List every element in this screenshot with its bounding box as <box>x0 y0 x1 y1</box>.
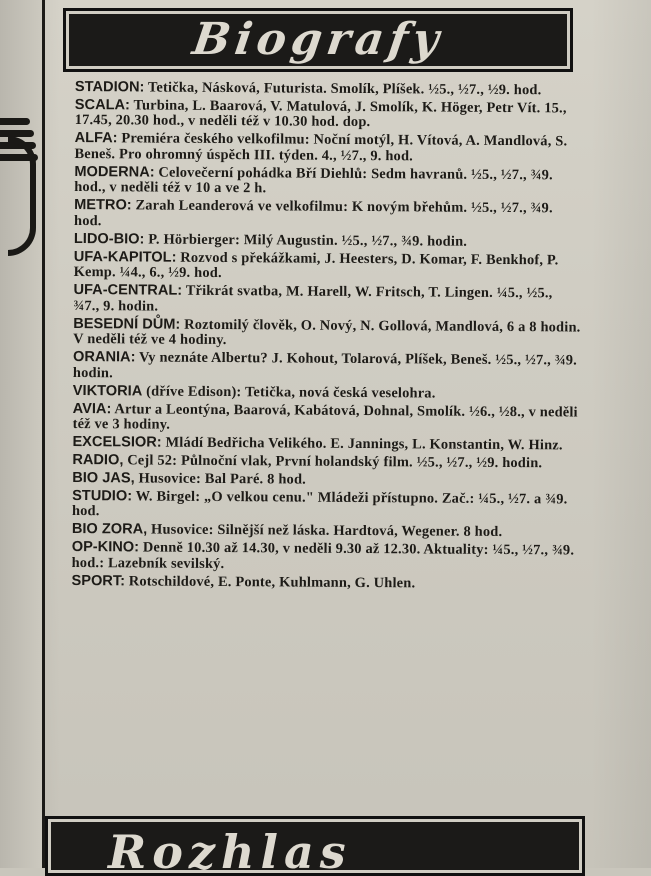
column-rule <box>42 0 45 868</box>
cinema-name: RADIO, <box>72 451 124 469</box>
cinema-name: EXCELSIOR: <box>72 434 162 451</box>
cinema-name: VIKTORIA <box>72 382 143 400</box>
cinema-program: W. Birgel: „O velkou cenu." Mládeži přístupno. Zač.: ¼5., ½7. a ¾9. hod. <box>71 488 568 520</box>
cinema-program: Celovečerní pohádka Bří Diehlů: Sedm havranů. ½5., ½7., ¾9. hod., v neděli též v 10 a ve 2 h. <box>74 164 553 197</box>
cinema-name: BIO JAS, <box>72 469 135 487</box>
cinema-entry <box>71 574 579 593</box>
cinema-entry <box>74 250 582 285</box>
cinema-name: STUDIO: <box>72 487 133 505</box>
cinema-program: Husovice: Bal Paré. 8 hod. <box>138 470 307 488</box>
cinema-name: LIDO-BIO: <box>73 230 145 248</box>
cinema-name: BESEDNÍ DŮM: <box>73 315 181 333</box>
cinema-entry <box>74 131 582 166</box>
cinema-name: UFA-CENTRAL: <box>73 282 183 299</box>
cinema-program: Roztomilý člověk, O. Nový, N. Gollová, Mandlová, 6 a 8 hodin. V neděli též ve 4 hodiny. <box>73 316 581 349</box>
cinema-name: ALFA: <box>74 130 118 147</box>
cinema-name: MODERNA: <box>74 163 155 181</box>
cinema-entry <box>72 489 580 524</box>
cinema-name: OP-KINO: <box>71 539 140 556</box>
cinema-entry <box>74 198 582 233</box>
cinema-entry <box>73 350 581 385</box>
cinema-program: P. Hörbierger: Milý Augustin. ½5., ½7., ¾9. hodin. <box>148 231 468 250</box>
cinema-name: ORANIA: <box>73 349 136 366</box>
decorative-stripes <box>0 118 40 268</box>
cinema-entry <box>74 232 582 251</box>
cinema-program: Třikrát svatba, M. Harell, W. Fritsch, T. Lingen. ¼5., ½5., ¾7., 9. hodin. <box>73 282 553 315</box>
cinema-program: Rotschildové, E. Ponte, Kuhlmann, G. Uhlen. <box>128 572 416 591</box>
cinema-name: SCALA: <box>74 96 131 114</box>
cinema-listings <box>71 80 583 595</box>
next-section-banner <box>45 816 585 876</box>
cinema-entry <box>73 283 581 318</box>
cinema-name: SPORT: <box>71 572 126 589</box>
cinema-entry <box>73 317 581 352</box>
cinema-program: Rozvod s překážkami, J. Heesters, D. Komar, F. Benkhof, P. Kemp. ¼4., 6., ½9. hod. <box>73 249 559 282</box>
cinema-name: BIO ZORA, <box>71 521 148 538</box>
cinema-program: Turbina, L. Baarová, V. Matulová, J. Smolík, K. Höger, Petr Vít. 15., 17.45, 20.30 hod., v neděli též v 10.30 hod. dop. <box>74 97 567 131</box>
cinema-program: Vy neznáte Albertu? J. Kohout, Tolarová, Plíšek, Beneš. ½5., ½7., ¾9. hodin. <box>72 349 578 382</box>
cinema-program: Tetička, Násková, Futurista. Smolík, Plíšek. ½5., ½7., ½9. hod. <box>147 79 542 99</box>
cinema-entry <box>72 453 580 472</box>
cinema-program: Premiéra českého velkofilmu: Noční motýl, H. Vítová, A. Mandlová, S. Beneš. Pro ohromný úspěch III. týden. 4., ½7., 9. hod. <box>74 130 568 165</box>
section-header-banner <box>63 8 573 72</box>
cinema-entry <box>75 98 583 133</box>
cinema-program: Husovice: Silnější než láska. Hardtová, Wegener. 8 hod. <box>151 521 503 541</box>
cinema-entry <box>73 384 581 403</box>
cinema-entry <box>72 540 580 575</box>
cinema-program: Zarah Leanderová ve velkofilmu: K novým břehům. ½5., ½7., ¾9. hod. <box>73 197 553 230</box>
next-section-title: Rozhlas <box>108 825 352 876</box>
cinema-program: (dříve Edison): Tetička, nová česká veselohra. <box>146 383 436 402</box>
cinema-name: STADION: <box>74 79 145 96</box>
cinema-program: Artur a Leontýna, Baarová, Kabátová, Dohnal, Smolík. ½6., ½8., v neděli též ve 3 hodiny. <box>72 400 578 433</box>
cinema-entry <box>72 435 580 454</box>
cinema-program: Cejl 52: Půlnoční vlak, První holandský film. ½5., ½7., ½9. hodin. <box>127 452 543 472</box>
cinema-entry <box>75 80 583 99</box>
cinema-entry <box>74 165 582 200</box>
cinema-name: AVIA: <box>72 400 112 417</box>
section-title: Biografy <box>189 14 447 65</box>
cinema-program: Denně 10.30 až 14.30, v neděli 9.30 až 12.30. Aktuality: ¼5., ½7., ¾9. hod.: Lazebník sevilský. <box>71 539 575 572</box>
cinema-name: UFA-KAPITOL: <box>73 248 177 266</box>
cinema-entry <box>72 471 580 490</box>
cinema-entry <box>72 522 580 541</box>
cinema-name: METRO: <box>74 197 132 214</box>
cinema-entry <box>73 402 581 437</box>
cinema-program: Mládí Bedřicha Velikého. E. Jannings, L. Konstantin, W. Hinz. <box>165 434 563 454</box>
